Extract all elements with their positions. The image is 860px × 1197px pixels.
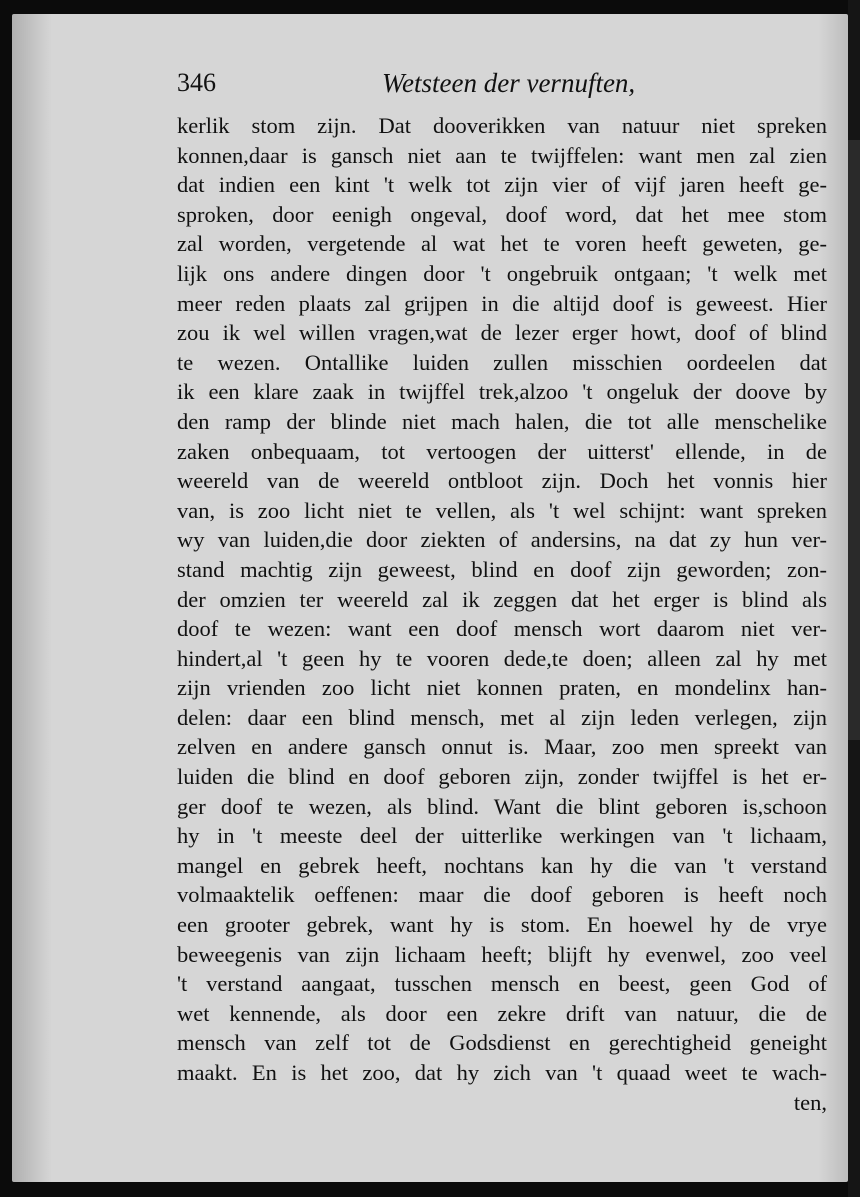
text-line: delen: daar een blind mensch, met al zijn leden verlegen, zijn [177, 704, 827, 730]
text-line: beweegenis van zijn lichaam heeft; blijft hy evenwel, zoo veel [177, 941, 827, 967]
text-line: den ramp der blinde niet mach halen, die tot alle menschelike [177, 408, 827, 434]
text-line: mangel en gebrek heeft, nochtans kan hy die van 't verstand [177, 852, 827, 878]
text-line: dat indien een kint 't welk tot zijn vier of vijf jaren heeft ge- [177, 172, 827, 198]
text-line: zelven en andere gansch onnut is. Maar, zoo men spreekt van [177, 734, 827, 760]
text-line: maakt. En is het zoo, dat hy zich van 't quaad weet te wach- [177, 1060, 827, 1085]
page-header [177, 68, 827, 108]
text-line: hy in 't meeste deel der uitterlike werkingen van 't lichaam, [177, 823, 827, 849]
text-line: wy van luiden,die door ziekten of andersins, na dat zy hun ver- [177, 527, 827, 553]
text-line: der omzien ter weereld zal ik zeggen dat het erger is blind als [177, 586, 827, 612]
text-line: zou ik wel willen vragen,wat de lezer erger howt, doof of blind [177, 320, 827, 346]
catchword: ten, [793, 1089, 827, 1115]
text-line: stand machtig zijn geweest, blind en doof zijn geworden; zon- [177, 556, 827, 582]
text-line: doof te wezen: want een doof mensch wort daarom niet ver- [177, 616, 827, 642]
adjacent-page-edge [848, 140, 860, 740]
text-line: zaken onbequaam, tot vertoogen der uitterst' ellende, in de [177, 438, 827, 464]
text-line: lijk ons andere dingen door 't ongebruik ontgaan; 't welk met [177, 260, 827, 286]
text-line: ger doof te wezen, als blind. Want die blint geboren is,schoon [177, 793, 827, 819]
text-line: hindert,al 't geen hy te vooren dede,te doen; alleen zal hy met [177, 645, 827, 671]
text-line: wet kennende, als door een zekre drift van natuur, die de [177, 1000, 827, 1026]
text-line: volmaaktelik oeffenen: maar die doof geboren is heeft noch [177, 882, 827, 908]
text-line: konnen,daar is gansch niet aan te twijffelen: want men zal zien [177, 142, 827, 168]
text-line: te wezen. Ontallike luiden zullen misschien oordeelen dat [177, 349, 827, 375]
text-line: sproken, door eenigh ongeval, doof word, dat het mee stom [177, 201, 827, 227]
page-number: 346 [177, 68, 216, 97]
text-line: mensch van zelf tot de Godsdienst en gerechtigheid geneight [177, 1030, 827, 1056]
text-line: luiden die blind en doof geboren zijn, zonder twijffel is het er- [177, 764, 827, 790]
text-line: meer reden plaats zal grijpen in die altijd doof is geweest. Hier [177, 290, 827, 316]
text-line: kerlik stom zijn. Dat dooverikken van natuur niet spreken [177, 113, 827, 138]
text-line: een grooter gebrek, want hy is stom. En hoewel hy de vrye [177, 912, 827, 938]
text-line: zal worden, vergetende al wat het te voren heeft geweten, ge- [177, 231, 827, 257]
body-text [177, 111, 827, 1117]
text-line: weereld van de weereld ontbloot zijn. Doch het vonnis hier [177, 468, 827, 494]
text-line: zijn vrienden zoo licht niet konnen praten, en mondelinx han- [177, 675, 827, 701]
running-title: Wetsteen der vernuften, [382, 68, 636, 98]
book-page [12, 14, 848, 1182]
text-line: 't verstand aangaat, tusschen mensch en beest, geen God of [177, 971, 827, 997]
text-line: van, is zoo licht niet te vellen, als 't wel schijnt: want spreken [177, 497, 827, 523]
text-line: ik een klare zaak in twijffel trek,alzoo 't ongeluk der doove by [177, 379, 827, 405]
